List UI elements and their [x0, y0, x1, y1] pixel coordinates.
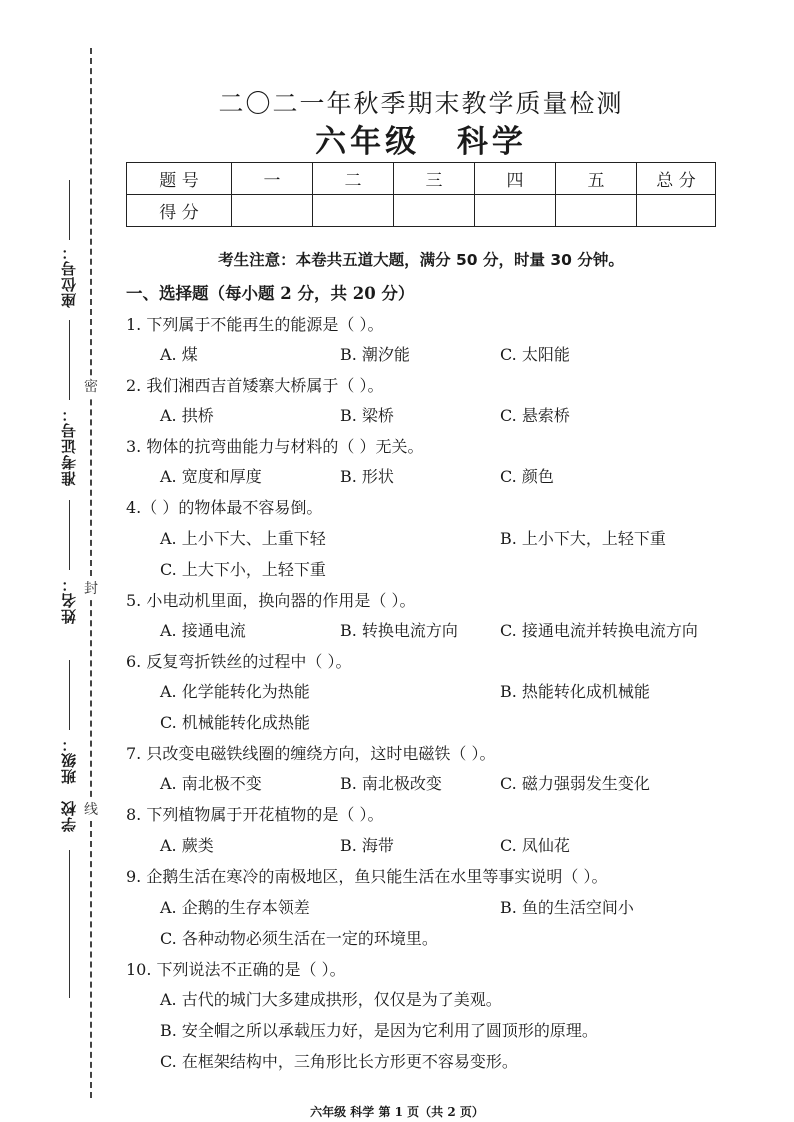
score-input-cell[interactable]	[232, 195, 313, 227]
score-header-cell: 四	[475, 163, 556, 195]
score-header-cell: 一	[232, 163, 313, 195]
question-option[interactable]: C. 上大下小，上轻下重	[160, 560, 326, 579]
question-option[interactable]: B. 潮汐能	[340, 345, 410, 364]
question-option[interactable]: A. 煤	[160, 345, 198, 364]
question-option[interactable]: B. 梁桥	[340, 406, 394, 425]
question-option[interactable]: C. 各种动物必须生活在一定的环境里。	[160, 929, 438, 948]
seal-char-mi: 密	[83, 376, 99, 396]
admission-number-label: 准考证号：	[60, 406, 78, 486]
question-option[interactable]: A. 南北极不变	[160, 774, 262, 793]
score-input-cell[interactable]	[475, 195, 556, 227]
question-option[interactable]: C. 接通电流并转换电流方向	[500, 621, 698, 640]
question-option[interactable]: A. 蕨类	[160, 836, 214, 855]
score-input-cell[interactable]	[556, 195, 637, 227]
score-header-cell: 三	[394, 163, 475, 195]
score-input-cell[interactable]	[313, 195, 394, 227]
school-line	[69, 850, 70, 998]
exam-subtitle: 六年级 科学	[315, 124, 527, 160]
seat-number-field[interactable]	[58, 180, 82, 310]
score-input-cell[interactable]	[637, 195, 716, 227]
question-option[interactable]: B. 上小下大，上轻下重	[500, 529, 666, 548]
question-option[interactable]: C. 太阳能	[500, 345, 570, 364]
question-option[interactable]: B. 热能转化成机械能	[500, 682, 650, 701]
score-row-label: 得 分	[127, 195, 232, 227]
question-option[interactable]: B. 安全帽之所以承载压力好，是因为它利用了圆顶形的原理。	[160, 1021, 598, 1040]
seat-number-label: 座位号：	[60, 244, 78, 308]
seal-char-feng: 封	[83, 578, 99, 598]
question-stem: 8. 下列植物属于开花植物的是（ ）。	[126, 805, 384, 824]
class-field[interactable]	[58, 660, 82, 790]
question-option[interactable]: B. 鱼的生活空间小	[500, 898, 634, 917]
seat-number-line	[69, 180, 70, 240]
question-option[interactable]: A. 企鹅的生存本领差	[160, 898, 310, 917]
score-table-score-row	[127, 195, 716, 227]
question-option[interactable]: A. 上小下大、上重下轻	[160, 529, 326, 548]
question-stem: 4.（ ）的物体最不容易倒。	[126, 498, 323, 517]
question-option[interactable]: A. 古代的城门大多建成拱形，仅仅是为了美观。	[160, 990, 502, 1009]
name-line	[69, 500, 70, 570]
question-stem: 7. 只改变电磁铁线圈的缠绕方向，这时电磁铁（ ）。	[126, 744, 496, 763]
question-option[interactable]: C. 磁力强弱发生变化	[500, 774, 650, 793]
binding-margin	[0, 0, 110, 1122]
question-stem: 1. 下列属于不能再生的能源是（ ）。	[126, 315, 384, 334]
question-option[interactable]: B. 海带	[340, 836, 394, 855]
score-table	[126, 162, 716, 227]
question-stem: 5. 小电动机里面，换向器的作用是（ ）。	[126, 591, 416, 610]
name-field[interactable]	[58, 500, 82, 630]
admission-number-field[interactable]	[58, 320, 82, 492]
question-option[interactable]: B. 南北极改变	[340, 774, 442, 793]
admission-number-line	[69, 320, 70, 400]
score-header-cell: 题 号	[127, 163, 232, 195]
score-header-cell: 二	[313, 163, 394, 195]
question-stem: 6. 反复弯折铁丝的过程中（ ）。	[126, 652, 352, 671]
exam-title: 二〇二一年秋季期末教学质量检测	[218, 89, 624, 118]
question-stem: 10. 下列说法不正确的是（ ）。	[126, 960, 346, 979]
question-option[interactable]: A. 化学能转化为热能	[160, 682, 310, 701]
question-option[interactable]: A. 接通电流	[160, 621, 246, 640]
score-table-header-row	[127, 163, 716, 195]
question-option[interactable]: A. 拱桥	[160, 406, 214, 425]
seal-char-xian: 线	[83, 799, 99, 819]
question-option[interactable]: C. 颜色	[500, 467, 554, 486]
class-label: 班级：	[60, 736, 78, 784]
question-option[interactable]: A. 宽度和厚度	[160, 467, 262, 486]
section-heading: 一、选择题（每小题 2 分，共 20 分）	[126, 284, 415, 303]
class-line	[69, 660, 70, 730]
school-label: 学校	[60, 800, 78, 832]
question-option[interactable]: C. 凤仙花	[500, 836, 570, 855]
page-footer: 六年级 科学 第 1 页（共 2 页）	[310, 1105, 484, 1119]
question-option[interactable]: C. 机械能转化成热能	[160, 713, 310, 732]
question-option[interactable]: B. 形状	[340, 467, 394, 486]
seal-dashed-line	[90, 48, 92, 1098]
score-input-cell[interactable]	[394, 195, 475, 227]
score-header-cell: 总 分	[637, 163, 716, 195]
question-option[interactable]: C. 悬索桥	[500, 406, 570, 425]
question-stem: 2. 我们湘西吉首矮寨大桥属于（ ）。	[126, 376, 384, 395]
name-label: 姓名：	[60, 576, 78, 624]
exam-notice: 考生注意：本卷共五道大题，满分 50 分，时量 30 分钟。	[218, 251, 624, 269]
question-option[interactable]: B. 转换电流方向	[340, 621, 458, 640]
score-header-cell: 五	[556, 163, 637, 195]
question-stem: 9. 企鹅生活在寒冷的南极地区，鱼只能生活在水里等事实说明（ ）。	[126, 867, 608, 886]
question-stem: 3. 物体的抗弯曲能力与材料的（ ）无关。	[126, 437, 424, 456]
school-field[interactable]	[58, 800, 82, 1000]
question-option[interactable]: C. 在框架结构中，三角形比长方形更不容易变形。	[160, 1052, 518, 1071]
